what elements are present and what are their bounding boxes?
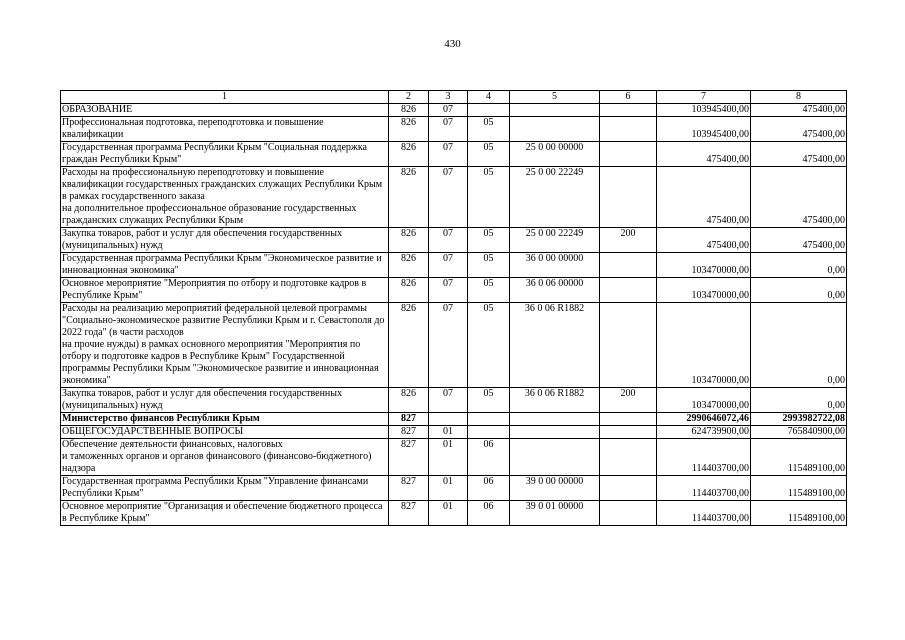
header-cell: 8 xyxy=(751,91,847,104)
row-amount-cell: 103945400,00 xyxy=(657,104,751,117)
row-amount-cell: 0,00 xyxy=(751,278,847,303)
row-amount-cell: 103470000,00 xyxy=(657,303,751,388)
row-amount-cell: 115489100,00 xyxy=(751,501,847,526)
row-amount-cell: 114403700,00 xyxy=(657,439,751,476)
row-target-article-cell: 25 0 00 22249 xyxy=(510,228,600,253)
row-target-article-cell: 39 0 01 00000 xyxy=(510,501,600,526)
row-name-cell: ОБРАЗОВАНИЕ xyxy=(61,104,389,117)
row-section-cell: 01 xyxy=(429,501,468,526)
row-target-article-cell xyxy=(510,426,600,439)
row-expense-type-cell xyxy=(600,117,657,142)
table-row xyxy=(61,278,847,303)
row-amount-cell: 114403700,00 xyxy=(657,476,751,501)
row-amount-cell: 103470000,00 xyxy=(657,388,751,413)
row-name-cell: Министерство финансов Республики Крым xyxy=(61,413,389,426)
table-row xyxy=(61,167,847,228)
row-target-article-cell: 25 0 00 00000 xyxy=(510,142,600,167)
row-subsection-cell: 05 xyxy=(468,303,510,388)
row-amount-cell: 475400,00 xyxy=(751,117,847,142)
table-row xyxy=(61,501,847,526)
row-admin-code-cell: 826 xyxy=(389,228,429,253)
row-expense-type-cell: 200 xyxy=(600,228,657,253)
row-name-cell: Профессиональная подготовка, переподготовка и повышение квалификации xyxy=(61,117,389,142)
row-section-cell: 01 xyxy=(429,476,468,501)
row-target-article-cell xyxy=(510,413,600,426)
row-admin-code-cell: 826 xyxy=(389,388,429,413)
row-name-cell: Закупка товаров, работ и услуг для обеспечения государственных (муниципальных) нужд xyxy=(61,228,389,253)
row-expense-type-cell xyxy=(600,501,657,526)
row-target-article-cell: 36 0 06 00000 xyxy=(510,278,600,303)
row-expense-type-cell xyxy=(600,142,657,167)
row-expense-type-cell: 200 xyxy=(600,388,657,413)
header-cell: 3 xyxy=(429,91,468,104)
row-amount-cell: 103470000,00 xyxy=(657,278,751,303)
row-section-cell: 07 xyxy=(429,253,468,278)
row-target-article-cell xyxy=(510,117,600,142)
page-number: 430 xyxy=(444,38,461,50)
row-admin-code-cell: 826 xyxy=(389,104,429,117)
row-section-cell: 01 xyxy=(429,439,468,476)
row-section-cell: 07 xyxy=(429,303,468,388)
row-admin-code-cell: 826 xyxy=(389,253,429,278)
row-admin-code-cell: 827 xyxy=(389,501,429,526)
row-name-cell: Расходы на реализацию мероприятий федеральной целевой программы "Социально-экономическое развитие Республики Крым и г. Севастополя до 2022 года" (в части расходов на прочие нужды) в рамках основного мероприятия "Мероприятия по отбору и подготовке кадров в Республике Крым" Государственной программы Республики Крым "Экономическое развитие и инновационная экономика" xyxy=(61,303,389,388)
row-name-cell: Государственная программа Республики Крым "Социальная поддержка граждан Республики Крым" xyxy=(61,142,389,167)
row-admin-code-cell: 826 xyxy=(389,303,429,388)
row-name-cell: Обеспечение деятельности финансовых, налоговых и таможенных органов и органов финансового (финансово-бюджетного) надзора xyxy=(61,439,389,476)
header-cell: 7 xyxy=(657,91,751,104)
row-admin-code-cell: 827 xyxy=(389,476,429,501)
row-name-cell: Государственная программа Республики Крым "Экономическое развитие и инновационная экономика" xyxy=(61,253,389,278)
row-admin-code-cell: 826 xyxy=(389,117,429,142)
row-expense-type-cell xyxy=(600,104,657,117)
row-name-cell: Основное мероприятие "Организация и обеспечение бюджетного процесса в Республике Крым" xyxy=(61,501,389,526)
row-expense-type-cell xyxy=(600,303,657,388)
header-cell: 2 xyxy=(389,91,429,104)
row-amount-cell: 624739900,00 xyxy=(657,426,751,439)
row-amount-cell: 475400,00 xyxy=(751,167,847,228)
row-target-article-cell: 36 0 00 00000 xyxy=(510,253,600,278)
row-target-article-cell xyxy=(510,104,600,117)
table-header-row xyxy=(61,91,847,104)
table-row xyxy=(61,426,847,439)
table-row xyxy=(61,253,847,278)
row-amount-cell: 2993982722,08 xyxy=(751,413,847,426)
row-amount-cell: 115489100,00 xyxy=(751,439,847,476)
table-row xyxy=(61,104,847,117)
row-subsection-cell: 05 xyxy=(468,253,510,278)
row-subsection-cell: 05 xyxy=(468,117,510,142)
row-name-cell: ОБЩЕГОСУДАРСТВЕННЫЕ ВОПРОСЫ xyxy=(61,426,389,439)
budget-table xyxy=(60,90,847,526)
row-amount-cell: 475400,00 xyxy=(657,167,751,228)
row-subsection-cell xyxy=(468,426,510,439)
row-subsection-cell: 06 xyxy=(468,439,510,476)
row-name-cell: Расходы на профессиональную переподготовку и повышение квалификации государственных гражданских служащих Республики Крым в рамках государственного заказа на дополнительное профессиональное образование государственных гражданских служащих Республики Крым xyxy=(61,167,389,228)
row-section-cell: 07 xyxy=(429,117,468,142)
table-row xyxy=(61,117,847,142)
header-cell: 6 xyxy=(600,91,657,104)
table-row xyxy=(61,439,847,476)
row-admin-code-cell: 826 xyxy=(389,167,429,228)
header-cell: 5 xyxy=(510,91,600,104)
table-body xyxy=(61,91,847,526)
row-expense-type-cell xyxy=(600,253,657,278)
row-name-cell: Основное мероприятие "Мероприятия по отбору и подготовке кадров в Республике Крым" xyxy=(61,278,389,303)
row-amount-cell: 0,00 xyxy=(751,303,847,388)
row-amount-cell: 115489100,00 xyxy=(751,476,847,501)
row-admin-code-cell: 827 xyxy=(389,426,429,439)
row-admin-code-cell: 826 xyxy=(389,142,429,167)
row-subsection-cell: 06 xyxy=(468,476,510,501)
row-amount-cell: 103945400,00 xyxy=(657,117,751,142)
row-section-cell: 01 xyxy=(429,426,468,439)
row-subsection-cell xyxy=(468,413,510,426)
row-subsection-cell: 05 xyxy=(468,278,510,303)
row-amount-cell: 103470000,00 xyxy=(657,253,751,278)
header-cell: 1 xyxy=(61,91,389,104)
row-section-cell: 07 xyxy=(429,142,468,167)
row-name-cell: Закупка товаров, работ и услуг для обеспечения государственных (муниципальных) нужд xyxy=(61,388,389,413)
row-expense-type-cell xyxy=(600,413,657,426)
row-subsection-cell: 05 xyxy=(468,228,510,253)
table-row xyxy=(61,413,847,426)
row-amount-cell: 475400,00 xyxy=(657,228,751,253)
row-section-cell: 07 xyxy=(429,278,468,303)
row-target-article-cell: 39 0 00 00000 xyxy=(510,476,600,501)
row-admin-code-cell: 827 xyxy=(389,413,429,426)
row-amount-cell: 0,00 xyxy=(751,253,847,278)
row-amount-cell: 475400,00 xyxy=(751,228,847,253)
row-section-cell: 07 xyxy=(429,167,468,228)
row-amount-cell: 765840900,00 xyxy=(751,426,847,439)
row-expense-type-cell xyxy=(600,278,657,303)
row-expense-type-cell xyxy=(600,439,657,476)
row-target-article-cell xyxy=(510,439,600,476)
row-section-cell: 07 xyxy=(429,228,468,253)
row-expense-type-cell xyxy=(600,476,657,501)
row-expense-type-cell xyxy=(600,167,657,228)
row-amount-cell: 475400,00 xyxy=(751,104,847,117)
table-row xyxy=(61,303,847,388)
header-cell: 4 xyxy=(468,91,510,104)
row-target-article-cell: 36 0 06 R1882 xyxy=(510,388,600,413)
row-admin-code-cell: 827 xyxy=(389,439,429,476)
row-section-cell xyxy=(429,413,468,426)
row-amount-cell: 2990646072,46 xyxy=(657,413,751,426)
row-section-cell: 07 xyxy=(429,388,468,413)
row-target-article-cell: 25 0 00 22249 xyxy=(510,167,600,228)
row-name-cell: Государственная программа Республики Крым "Управление финансами Республики Крым" xyxy=(61,476,389,501)
row-expense-type-cell xyxy=(600,426,657,439)
row-amount-cell: 114403700,00 xyxy=(657,501,751,526)
row-amount-cell: 475400,00 xyxy=(751,142,847,167)
row-subsection-cell xyxy=(468,104,510,117)
row-subsection-cell: 06 xyxy=(468,501,510,526)
row-subsection-cell: 05 xyxy=(468,142,510,167)
row-amount-cell: 0,00 xyxy=(751,388,847,413)
table-row xyxy=(61,228,847,253)
row-admin-code-cell: 826 xyxy=(389,278,429,303)
row-section-cell: 07 xyxy=(429,104,468,117)
row-amount-cell: 475400,00 xyxy=(657,142,751,167)
table-row xyxy=(61,476,847,501)
table-row xyxy=(61,388,847,413)
table-row xyxy=(61,142,847,167)
row-subsection-cell: 05 xyxy=(468,388,510,413)
row-subsection-cell: 05 xyxy=(468,167,510,228)
row-target-article-cell: 36 0 06 R1882 xyxy=(510,303,600,388)
